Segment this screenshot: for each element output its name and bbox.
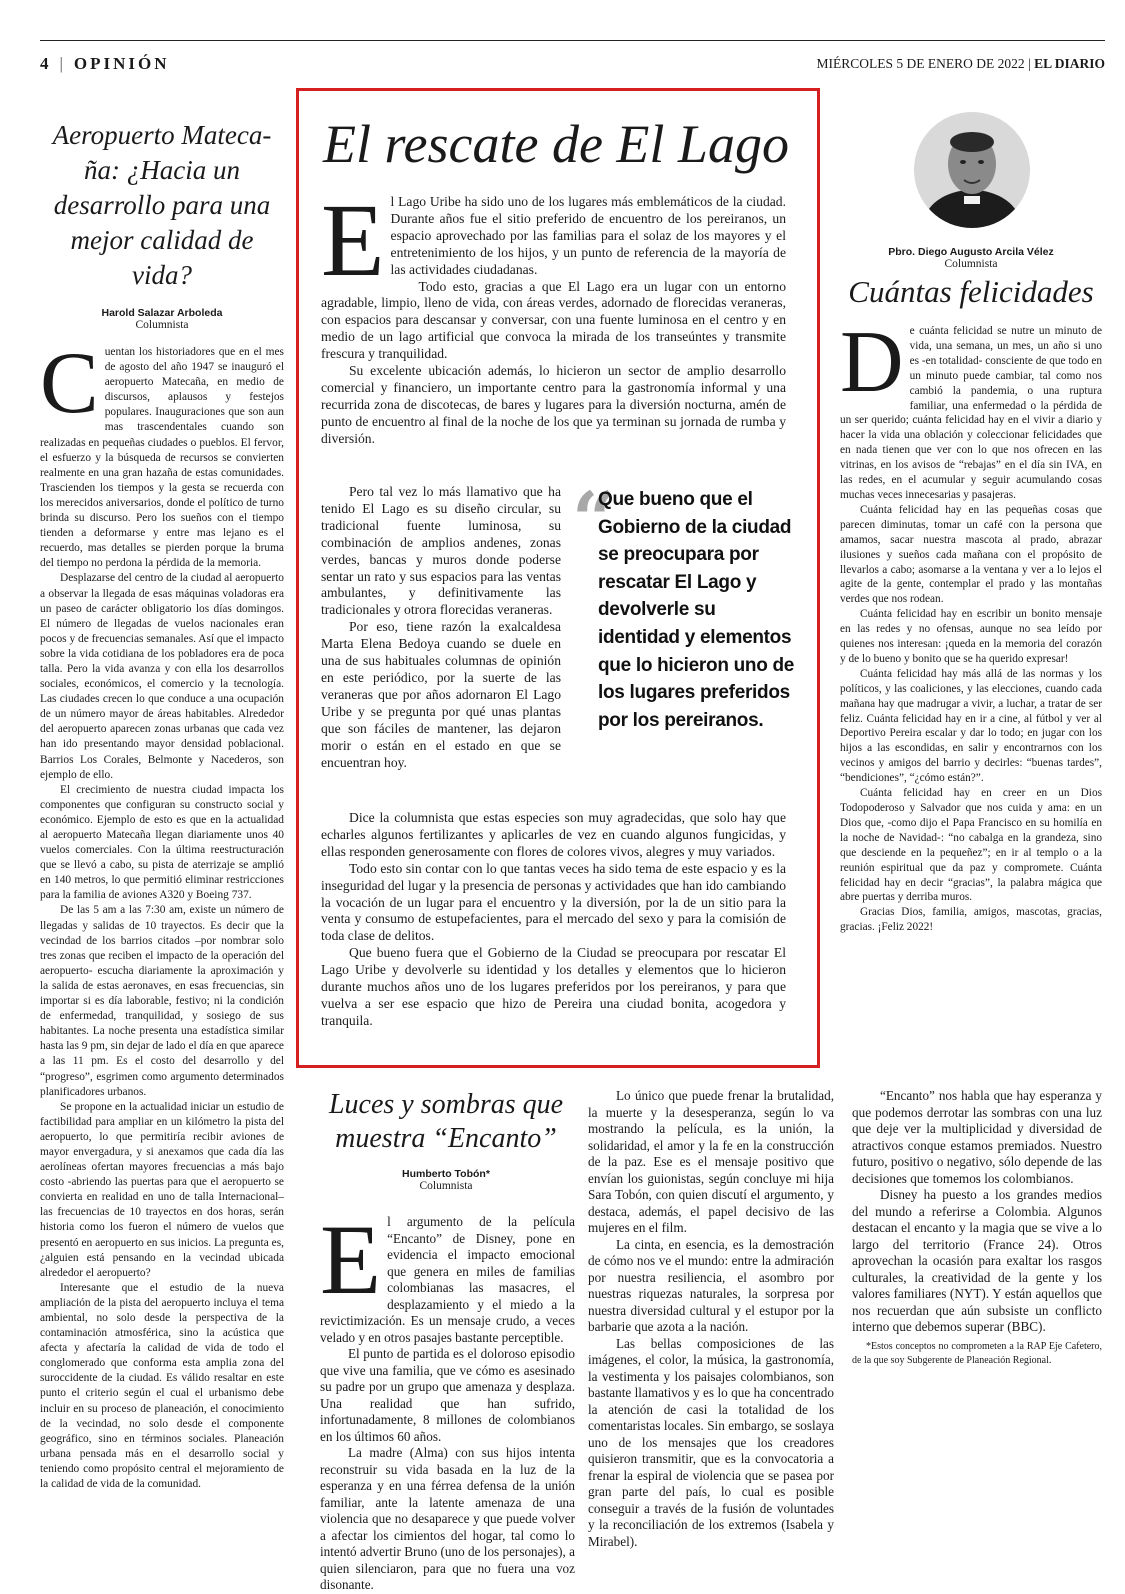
right-paragraph: e cuánta felicidad se nutre un minuto de vida, una semana, un mes, un año si uno es -en totalidad- consciente de que todo en un minuto puede cambiar, tal como nos cambió la pandemia, o una ruptura familiar, una enfermedad o la pérdida de un ser querido; cuánta felicidad hay en el vivir a diario y hacer la vida una oblación y coleccionar felicidades que en nada tienen que ver con lo que nos ofrecen en las vitrinas, en los avisos de “rebajas” en el día sin IVA, en las redes, en el acumular y seguir acumulando cosas muchas veces innecesarias y pasajeras. — [840, 325, 1102, 501]
left-article-dropcap: C — [40, 335, 99, 432]
bottom-article-col3 — [852, 1088, 1102, 1368]
bottom-article-header — [312, 1088, 580, 1192]
bottom-article-author: Humberto Tobón* — [402, 1168, 490, 1180]
main-paragraph: Por eso, tiene razón la exalcaldesa Marta Elena Bedoya cuando se duele en una de sus habituales columnas de opinión en este periódico, por la suerte de las veraneras que por años adornaron El Lago Uribe y se pregunta por qué unas plantas que son fáciles de mantener, las dejaron morir o están en el estado en que se encuentran hoy. — [321, 619, 561, 770]
bottom-paragraph: Las bellas composiciones de las imágenes, el color, la música, la gastronomía, la vestimenta y los paisajes colombianos, son bastante llamativos y es lo que ha concentrado la atención de casi la totalidad de los comentaristas locales. Sin embargo, se soslaya uno de los mensajes que los creadores quisieron transmitir, que es la convocatoria a frenar la espiral de violencia que se pasea por gran parte del país, lo cual es posible conseguir a través de la fusión de voluntades y la reconciliación de los extremos (Isabela y Mirabel). — [588, 1335, 834, 1549]
right-article-role: Columnista — [944, 258, 998, 270]
newspaper-name: EL DIARIO — [1034, 56, 1105, 71]
left-paragraph: Se propone en la actualidad iniciar un estudio de factibilidad para ampliar en un kilómetro la pista del aeropuerto, lo que permitiría recibir aviones de mayor envergadura, y si anexamos que cada día las aerolíneas ofertan mayores frecuencias a más bajo costo -abriendo las puertas para que el aeropuerto se convierta en realidad en uno de talla Internacional– las frecuencias de 10 trayectos en dos horas, serán historia como los fueron el número de vuelos que presentó en aeropuerto en sus inicios. La pregunta es, ¿alguien está pensando en la vecindad ubicada alrededor el aeropuerto? — [40, 1100, 284, 1279]
right-paragraph: Cuánta felicidad hay en las pequeñas cosas que parecen diminutas, tomar un café con la persona que amamos, sacar nuestra mascota al prado, abrazar ilusiones y sueños cada mañana con el propósito de llevarlos a cabo; asomarse a la ventana y ver a lo lejos el agite de la gente, contemplar el prado y las montañas verdes que nos rodean. — [840, 503, 1102, 606]
bottom-paragraph: Disney ha puesto a los grandes medios del mundo a referirse a Colombia. Algunos destacan el encanto y la magia que se vive a lo largo del territorio (France 24). Otros aprovechan la ocasión para exaltar los rasgos culturales, la creatividad de la gente y los valores familiares (NYT). Y están aquellos que nos recuerdan que aún subsiste un conflicto interno que debemos superar (BBC). — [852, 1187, 1102, 1334]
left-article-body — [40, 335, 284, 1492]
left-article — [40, 118, 284, 1492]
main-article-body-top — [321, 183, 786, 448]
left-paragraph: Interesante que el estudio de la nueva ampliación de la pista del aeropuerto incluya el tema ambiental, no solo desde la perspectiva de la contaminación atmosférica, sino la acústica que afecta y afectaría la calidad de vida de todo el conglomerado que conforma esta amplia zona del suroccidente de la ciudad. Es válido resaltar en este punto el criterio según el cual el urbanismo debe incluir en su proceso de planeación, el conocimiento de la vecindad, no solo desde el componente geográfico, sino en términos sociales. Planeación urbana pensada más en el desarrollo social y teniendo como propósito central el mejoramiento de la calidad de vida de la comunidad. — [40, 1281, 284, 1491]
bottom-article-footnote: *Estos conceptos no comprometen a la RAP Eje Cafetero, de la que soy Subgerente de Planeación Regional. — [852, 1340, 1102, 1366]
bottom-paragraph: Lo único que puede frenar la brutalidad, la muerte y la desesperanza, según lo va mostrando la película, es la unión, la solidaridad, el amor y la fe en la construcción de la paz. Ese es el mensaje positivo que envían los guionistas, según concluye mi hija Sara Tobón, con quien discutí el argumento, y destaca, además, el papel decisivo de las mujeres en el film. — [588, 1088, 834, 1235]
bottom-article-role: Columnista — [419, 1180, 473, 1192]
left-paragraph: Desplazarse del centro de la ciudad al aeropuerto a observar la llegada de esas máquinas voladoras era un paseo de carácter obligatorio los días domingos. El número de llegadas de vuelos nacionales eran pocos y de frecuencias semanales. Así que el impacto sobre la vida cotidiana de los pobladores era de poca talla. Pero la vida avanza y con ella los desarrollos sociales, económicos, el comercio y la tecnología. Las ciudades crecen lo que conduce a una ocupación de un número mayor de áreas habitables. Alrededor del aeropuerto aparecen zonas urbanas que cada vez han ido presentando mayor densidad poblacional. Barrios Los Corales, Belmonte y Nacederos, son ejemplo de ello. — [40, 572, 284, 781]
right-article-title: Cuántas felicidades — [848, 274, 1094, 309]
main-paragraph: Dice la columnista que estas especies son muy agradecidas, que solo hay que echarles algunos fertilizantes y aplicarles de vez en cuando algunos fungicidas, y ellas responden generosamente con flores de colores vivos, alegres y muy variados. — [321, 810, 786, 859]
section-name: OPINIÓN — [73, 54, 170, 73]
left-article-title: Aeropuerto Matecaña: ¿Hacia un desarrollo para una mejor calidad de vida? — [52, 120, 272, 290]
right-article-author: Pbro. Diego Augusto Arcila Vélez — [888, 246, 1054, 258]
main-article-dropcap: E — [321, 183, 385, 298]
issue-date: MIÉRCOLES 5 DE ENERO DE 2022 — [816, 56, 1025, 71]
main-paragraph: Pero tal vez lo más llamativo que ha tenido El Lago es su diseño circular, su tradicional fuente luminosa, su combinación de amplios andenes, zonas verdes, bancas y muros donde poderse sentar un rato y sus espacios para las ventas ambulantes, y definitivamente las tradicionales y otrora florecidas veraneras. — [321, 484, 561, 618]
bottom-article-dropcap: E — [320, 1204, 382, 1315]
columnist-portrait — [914, 112, 1030, 228]
right-paragraph: Cuánta felicidad hay más allá de las normas y los políticos, y las coaliciones, y las elecciones, cuando cada mañana hay que madrugar a vivir, a luchar, a tratar de ser feliz. Cuánta felicidad hay en ir a cine, al fútbol y ver al Deportivo Pereira escalar y dar lo todo; en jugar con los hijos a las escondidas, en salir y encontrarnos con los vecinos y amigos del barrio y decirles: “buenas tardes”, “bendiciones”, “¿cómo están?”. — [840, 667, 1102, 785]
bottom-article-col2 — [588, 1088, 834, 1550]
bottom-paragraph: El punto de partida es el doloroso episodio que vive una familia, que ve cómo es asesinado su padre por un grupo que amenaza y desplaza. Una realidad que han sufrido, infortunadamente, 8 millones de colombianos en los últimos 60 años. — [320, 1346, 575, 1444]
right-article — [840, 246, 1102, 935]
main-article-body-narrow — [321, 484, 561, 771]
bottom-article-title: Luces y sombras que muestra “Encanto” — [328, 1089, 564, 1154]
main-paragraph: l Lago Uribe ha sido uno de los lugares más emblemáticos de la ciudad. Durante años fue el sitio preferido de encuentro de los pereiranos, un espacio aprovechado por las familias para el solaz de los mayores y el entretenimiento de los hijos, y un punto de referencia de la mayoría de las actividades ciudadanas. — [390, 194, 786, 277]
main-paragraph: Todo esto sin contar con lo que tantas veces ha sido tema de este espacio y es la inseguridad del lugar y la presencia de personas y actividades que han ido cambiando la vocación de un lugar para el encuentro y la diversión, por la de un sitio para la venta y consumo de estupefacientes, para el mercado del sexo y para la comisión de toda clase de delitos. — [321, 860, 786, 944]
header-rule — [40, 40, 1105, 41]
page-number: 4 — [40, 54, 52, 73]
main-paragraph: Todo esto, gracias a que El Lago era un lugar con un entorno agradable, limpio, lleno de vida, con áreas verdes, adornado de florecidas veraneras, con espacios para descansar y conversar, con una fuente luminosa en el centro y en medio de un lago artificial que convoca la mirada de los transeúntes y transmite frescura y tranquilidad. — [321, 278, 786, 362]
page-header-right: MIÉRCOLES 5 DE ENERO DE 2022 | EL DIARIO — [816, 56, 1105, 71]
left-paragraph: El crecimiento de nuestra ciudad impacta los componentes que configuran su constructo social y económico. Ejemplo de esto es que en la actualidad al aeropuerto Matecaña llegan diariamente unos 40 vuelos comerciales. Con la última reestructuración que se llevó a cabo, su pista de aterrizaje se amplió en 140 metros, lo que permitió eliminar restricciones para la familia de aviones A320 y Boeing 737. — [40, 783, 284, 902]
left-article-author: Harold Salazar Arboleda — [101, 307, 223, 319]
bottom-paragraph: La madre (Alma) con sus hijos intenta reconstruir su vida basada en la luz de la esperanza y en una férrea defensa de la unión familiar, ante la latente amenaza de una violencia que no desaparece y que puede volver a afectar los cimientos del hogar, tal como lo intentó advertir Bruno (uno de los personajes), a quien silenciaron, para que no fuera una voz disonante. — [320, 1445, 575, 1592]
right-paragraph: Gracias Dios, familia, amigos, mascotas, gracias, gracias. ¡Feliz 2022! — [840, 906, 1102, 934]
right-paragraph: Cuánta felicidad hay en escribir un bonito mensaje en las redes y no ofensas, aunque no sea leído por quienes nos interesan: ¡queda en la memoria del corazón y de lo bueno y bonito que se ha querido expresar! — [840, 608, 1102, 665]
main-paragraph: Su excelente ubicación además, lo hicieron un sector de amplio desarrollo comercial y financiero, un importante centro para la gastronomía informal y una recurrida zona de discotecas, de bares y lugares para la diversión nocturna, amén de punto de encuentro al final de la noche de los que ya terminan su jornada de rumba y diversión. — [321, 363, 786, 446]
left-article-role: Columnista — [135, 319, 189, 331]
main-article-title: El rescate de El Lago — [323, 114, 789, 174]
page-header-left: 4 | OPINIÓN — [40, 54, 170, 73]
left-paragraph: De las 5 am a las 7:30 am, existe un número de llegadas y salidas de 10 trayectos. Es decir que la vecindad de los barrios citados –por nombrar solo tres zonas que reciben el impacto de la operación del aeropuerto- escucha diariamente la aproximación y la salida de estas aeronaves, en esas frecuencias, sin importar si es día laborable, festivo; ni la condición de enfermedad, tranquilidad, y sosiego de sus habitantes. La noche presenta una estadística similar hasta las 9 pm, sin dejar de lado el día en que aparece a las 11 pm. Es el costo del desarrollo y del “progreso”, esgrimen como argumento determinados planificadores urbanos. — [40, 904, 284, 1098]
bottom-paragraph: “Encanto” nos habla que hay esperanza y que podemos derrotar las sombras con una luz que deje ver la multiplicidad y diversidad de atractivos conque estamos premiados. Nuestro futuro, positivo o negativo, sólo depende de las decisiones que tomemos los colombianos. — [852, 1088, 1102, 1186]
right-article-dropcap: D — [840, 314, 904, 411]
pull-quote: Que bueno que el Gobierno de la ciudad se preocupara por rescatar El Lago y devolverle su identidad y elementos que lo hicieron uno de los lugares preferidos por los pereiranos. — [598, 489, 795, 731]
left-paragraph: uentan los historiadores que en el mes de agosto del año 1947 se inauguró el aeropuerto Matecaña, en medio de discursos, aplausos y festejos populares. Inauguraciones que son aun mas trascendentales cuando son realizadas en pequeñas ciudades o pueblos. El fervor, el esfuerzo y la búsqueda de recursos se convierten realmente en una gran hazaña de estas comunidades. Trascienden los tiempos y la gesta se recuerda con los merecidos aniversarios, donde el político de turno brinda su discurso. Pero los sueños con el tiempo tienden a deformarse y entre mas lejano es el recuerdo, mas detalles se pierden porque la bruma del tiempo no perdona la pérdida de la memoria. — [40, 346, 284, 570]
right-article-body — [840, 314, 1102, 935]
main-article-body-bottom — [321, 810, 786, 1030]
right-paragraph: Cuánta felicidad hay en creer en un Dios Todopoderoso y Salvador que nos cuida y ama: en un Dios que, -como dijo el Papa Francisco en su homilía en la noche de Navidad-: “no cabalga en la grandeza, sino que desciende en la pequeñez”; en ir al templo o a la reunión espiritual que da paz y compromete. Cuánta felicidad hay en decir “gracias”, la palabra mágica que abre puertas y derriba muros. — [840, 787, 1102, 904]
bottom-paragraph: La cinta, en esencia, es la demostración de cómo nos ve el mundo: entre la admiración por nuestra resiliencia, el asombro por nuestras riquezas naturales, la sorpresa por nuestra diversidad cultural y el estupor por la barbarie que azota a la nación. — [588, 1236, 834, 1334]
main-paragraph: Que bueno fuera que el Gobierno de la Ciudad se preocupara por rescatar El Lago Uribe y devolverle su identidad y los detalles y elementos que lo hicieron durante muchos años uno de los lugares preferidos por los pereiranos, y para que vuelva a ser ese espacio que hizo de Pereira una ciudad bonita, acogedora y tranquila. — [321, 945, 786, 1028]
bottom-article-col1 — [320, 1204, 575, 1594]
bottom-paragraph: l argumento de la película “Encanto” de Disney, pone en evidencia el impacto emocional que genera en miles de familias colombianas las masacres, el desplazamiento y el miedo a la revictimización. Es un mensaje crudo, a veces velado y en otros pasajes bastante perceptible. — [320, 1214, 575, 1345]
quote-mark-icon: “ — [572, 475, 616, 564]
